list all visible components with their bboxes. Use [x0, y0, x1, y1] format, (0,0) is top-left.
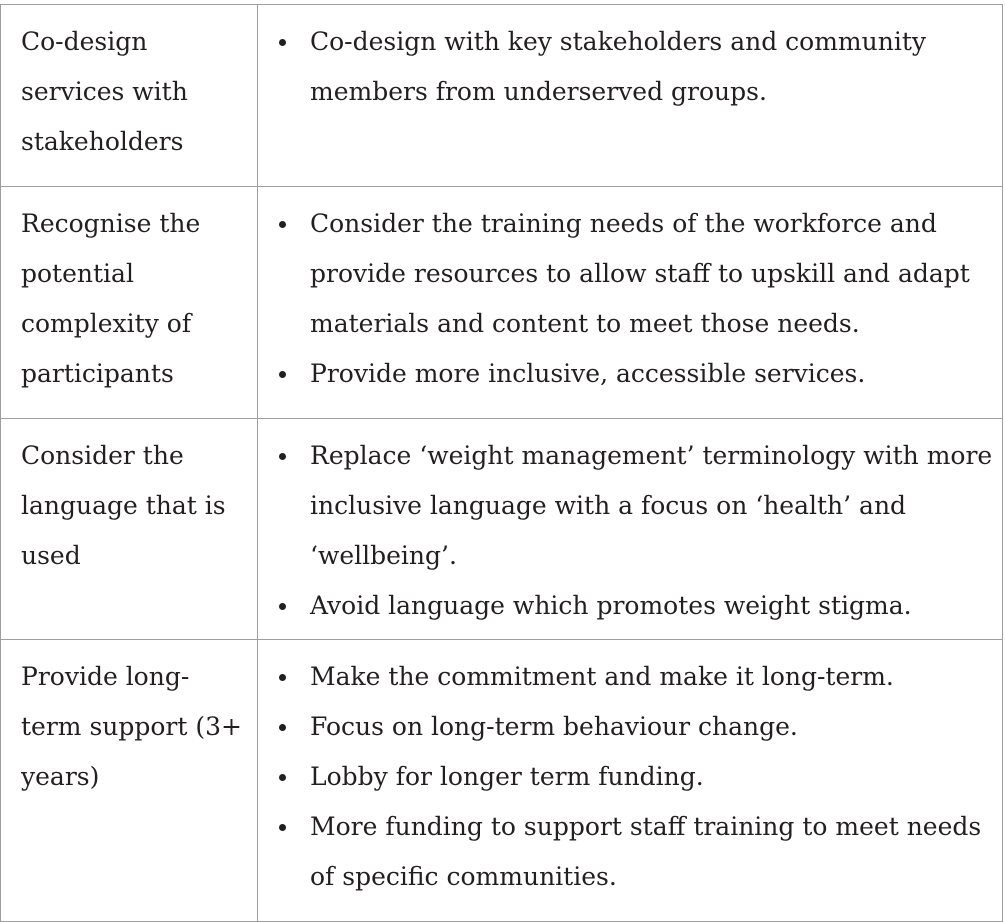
list-item: [278, 802, 994, 902]
bullet-text: Co-design with key stakeholders and community members from underserved groups.: [310, 27, 926, 106]
list-item: [278, 702, 994, 752]
list-item: [278, 752, 994, 802]
bullet-text: Make the commitment and make it long-term.: [310, 662, 894, 691]
bullet-icon: [279, 221, 286, 228]
bullet-icon: [279, 674, 286, 681]
list-item: [278, 431, 994, 581]
bullet-icon: [279, 774, 286, 781]
bullet-text: Provide more inclusive, accessible services.: [310, 359, 866, 388]
table-row: [1, 419, 1003, 640]
bullet-list: [278, 431, 994, 631]
row-label-cell: [1, 5, 258, 187]
bullet-icon: [279, 824, 286, 831]
table-row: [1, 640, 1003, 922]
bullet-text: Consider the training needs of the workforce and provide resources to allow staff to upskill and adapt materials and content to meet those needs.: [310, 209, 970, 338]
row-actions-cell: [258, 419, 1003, 640]
row-label-cell: [1, 419, 258, 640]
list-item: [278, 17, 994, 117]
table-row: [1, 187, 1003, 419]
list-item: [278, 349, 994, 399]
bullet-list: [278, 652, 994, 902]
bullet-list: [278, 17, 994, 117]
row-label: Recognise the potential complexity of participants: [21, 209, 201, 388]
bullet-text: Focus on long-term behaviour change.: [310, 712, 798, 741]
table-row: [1, 5, 1003, 187]
bullet-text: More funding to support staff training to meet needs of specific communities.: [310, 812, 982, 891]
bullet-icon: [279, 453, 286, 460]
bullet-text: Replace ‘weight management’ terminology with more inclusive language with a focus on ‘health’ and ‘wellbeing’.: [310, 441, 993, 570]
list-item: [278, 581, 994, 631]
bullet-icon: [279, 39, 286, 46]
row-label: Provide long-term support (3+ years): [21, 662, 242, 791]
list-item: [278, 652, 994, 702]
row-label-cell: [1, 640, 258, 922]
list-item: [278, 199, 994, 349]
row-actions-cell: [258, 640, 1003, 922]
recommendations-table: [0, 4, 1003, 922]
row-label-cell: [1, 187, 258, 419]
row-label: Co-design services with stakeholders: [21, 27, 188, 156]
row-actions-cell: [258, 187, 1003, 419]
bullet-icon: [279, 371, 286, 378]
bullet-text: Avoid language which promotes weight stigma.: [310, 591, 912, 620]
bullet-list: [278, 199, 994, 399]
row-label: Consider the language that is used: [21, 441, 226, 570]
bullet-icon: [279, 603, 286, 610]
row-actions-cell: [258, 5, 1003, 187]
bullet-text: Lobby for longer term funding.: [310, 762, 704, 791]
bullet-icon: [279, 724, 286, 731]
